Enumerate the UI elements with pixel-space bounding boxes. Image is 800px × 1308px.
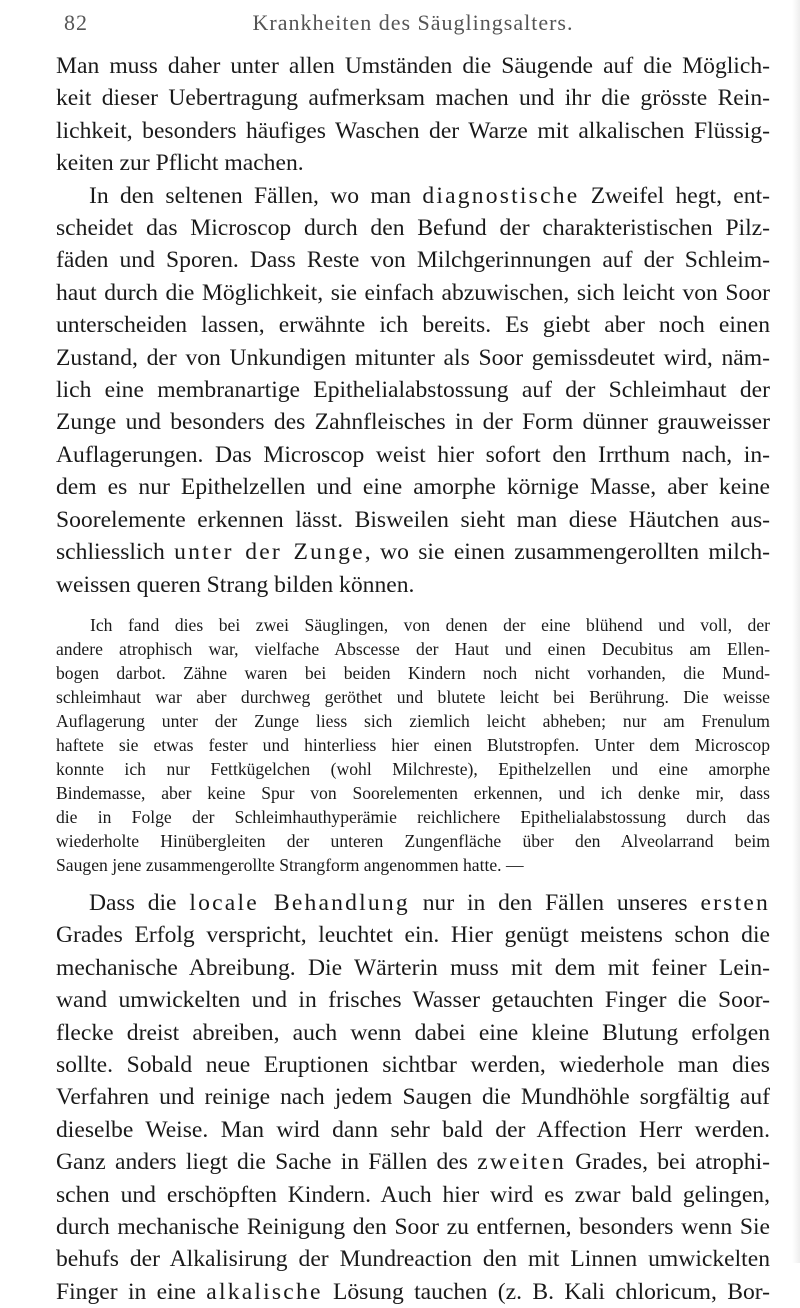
text-run: , wo sie einen zusammengerollten milch- <box>364 539 770 566</box>
book-page <box>56 0 770 1308</box>
note-line: konnte ich nur Fettkügelchen (wohl Milchreste), Epithelzellen und eine amorphe <box>56 758 770 779</box>
text-run: Ganz anders liegt die Sache in Fällen des <box>56 1149 478 1176</box>
text-line: Grades Erfolg verspricht, leuchtet ein. Hier genügt meistens schon die <box>56 922 770 949</box>
text-line: weissen queren Strang bilden können. <box>56 571 415 598</box>
text-line: lich eine membranartige Epithelialabstossung auf der Schleimhaut der <box>56 377 770 404</box>
text-line: fäden und Sporen. Dass Reste von Milchgerinnungen auf der Schleim- <box>56 247 770 274</box>
text-line: wand umwickelten und in frisches Wasser getauchten Finger die Soor- <box>56 987 770 1014</box>
text-line: Zunge und besonders des Zahnfleisches in der Form dünner grauweisser <box>56 409 770 436</box>
note-line: schleimhaut war aber durchweg geröthet und blutete leicht bei Berührung. Die weisse <box>56 686 770 707</box>
text-line: Soorelemente erkennen lässt. Bisweilen sieht man diese Häutchen aus- <box>56 506 770 533</box>
text-line: Zustand, der von Unkundigen mitunter als Soor gemissdeutet wird, näm- <box>56 344 770 371</box>
text-line <box>56 1276 770 1308</box>
emphasis-zweiten: zweiten <box>477 1149 566 1176</box>
text-run: schliesslich <box>56 539 175 566</box>
note-line: Ich fand dies bei zwei Säuglingen, von denen der eine blühend und voll, der <box>90 614 770 635</box>
emphasis-ersten: ersten <box>700 889 770 916</box>
note-line: haftete sie etwas fester und hinterliess hier einen Blutstropfen. Unter dem Microscop <box>56 734 770 755</box>
text-run: Lösung tauchen (z. B. Kali chloricum, Bor- <box>322 1278 770 1305</box>
running-title: Krankheiten des Säuglingsalters. <box>252 10 574 35</box>
page-number: 82 <box>64 10 88 35</box>
text-run: Dass die <box>89 889 190 916</box>
text-run: Finger in eine <box>56 1278 207 1305</box>
note-line: Auflagerung unter der Zunge liess sich ziemlich leicht abheben; nur am Frenulum <box>56 710 770 731</box>
text-line: sollte. Sobald neue Eruptionen sichtbar werden, wiederhole man dies <box>56 1051 770 1078</box>
text-line <box>56 180 770 212</box>
text-run: In den seltenen Fällen, wo man <box>89 182 423 209</box>
page-header <box>56 0 770 44</box>
text-line: behufs der Alkalisirung der Mundreaction den mit Linnen umwickelten <box>56 1246 770 1273</box>
text-line <box>56 1146 770 1178</box>
text-line <box>56 887 770 919</box>
emphasis-alkalische: alkalische <box>206 1278 323 1305</box>
paragraph-1 <box>56 50 770 180</box>
text-line: haut durch die Möglichkeit, sie einfach abzuwischen, sich leicht von Soor <box>56 279 770 306</box>
text-line: Auflagerungen. Das Microscop weist hier sofort den Irrthum nach, in- <box>56 441 770 468</box>
note-line: Bindemasse, aber keine Spur von Soorelementen erkennen, und ich denke mir, dass <box>56 782 770 803</box>
note-line: Saugen jene zusammengerollte Strangform angenommen hatte. — <box>56 854 524 875</box>
text-line: schen und erschöpften Kindern. Auch hier wird es zwar bald gelingen, <box>56 1181 770 1208</box>
text-line: dieselbe Weise. Man wird dann sehr bald der Affection Herr werden. <box>56 1116 770 1143</box>
text-line: keit dieser Uebertragung aufmerksam machen und ihr die grösste Rein- <box>56 85 770 112</box>
text-line: lichkeit, besonders häufiges Waschen der Warze mit alkalischen Flüssig- <box>56 117 770 144</box>
text-run: Zweifel hegt, ent- <box>579 182 770 209</box>
paragraph-2 <box>56 180 770 601</box>
text-line: dem es nur Epithelzellen und eine amorphe körnige Masse, aber keine <box>56 474 770 501</box>
case-note <box>56 613 770 877</box>
emphasis-unter-der-zunge: unter der Zunge <box>174 539 365 566</box>
text-line: durch mechanische Reinigung den Soor zu entfernen, besonders wenn Sie <box>56 1213 770 1240</box>
paragraph-3 <box>56 887 770 1308</box>
text-line: Man muss daher unter allen Umständen die Säugende auf die Möglich- <box>56 53 770 79</box>
text-run: nur in den Fällen unseres <box>409 889 701 916</box>
note-line: wiederholte Hinübergleiten der unteren Zungenfläche über den Alveolarrand beim <box>56 830 770 851</box>
page-edge-shadow <box>792 0 800 1263</box>
note-line: andere atrophisch war, vielfache Abscesse der Haut und einen Decubitus am Ellen- <box>56 638 770 659</box>
note-line: bogen darbot. Zähne waren bei beiden Kindern noch nicht vorhanden, die Mund- <box>56 662 770 683</box>
text-line: Verfahren und reinige nach jedem Saugen die Mundhöhle sorgfältig auf <box>56 1084 770 1111</box>
text-line: unterscheiden lassen, erwähnte ich bereits. Es giebt aber noch einen <box>56 312 770 339</box>
text-line: keiten zur Pflicht machen. <box>56 150 304 177</box>
text-line: mechanische Abreibung. Die Wärterin muss mit dem mit feiner Lein- <box>56 954 770 981</box>
text-line <box>56 536 770 568</box>
text-line: flecke dreist abreiben, auch wenn dabei eine kleine Blutung erfolgen <box>56 1019 770 1046</box>
emphasis-locale-behandlung: locale Behandlung <box>189 889 410 916</box>
text-run: Grades, bei atrophi- <box>566 1149 770 1176</box>
emphasis-diagnostische: diagnostische <box>422 182 580 209</box>
note-line: die in Folge der Schleimhauthyperämie reichlichere Epithelialabstossung durch das <box>56 806 770 827</box>
text-line: scheidet das Microscop durch den Befund der charakteristischen Pilz- <box>56 215 770 242</box>
